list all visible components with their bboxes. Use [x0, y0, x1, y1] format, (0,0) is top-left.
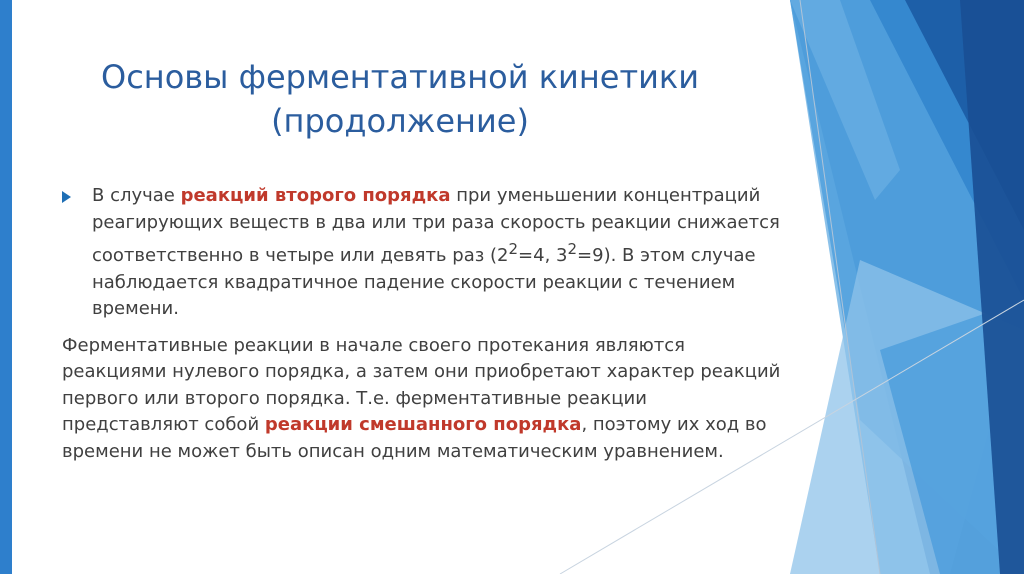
bullet-highlight: реакций второго порядка — [180, 185, 451, 206]
slide-title — [60, 55, 740, 143]
title-line-1: Основы ферментативной кинетики — [101, 58, 699, 96]
triangle-right-icon — [62, 191, 71, 203]
bullet-paragraph — [62, 183, 782, 323]
bullet-sup-1: 2 — [508, 240, 519, 258]
left-accent-strip — [0, 0, 12, 574]
slide-body — [62, 183, 782, 465]
bullet-text-a: В случае — [92, 185, 181, 206]
bullet-text-b: при уменьшении концентраций реагирующих веществ в два или три раза скорость реакции снижается соответственно в четыре или девять раз (2 — [92, 185, 780, 266]
bullet-text-c: =4, 3 — [518, 245, 568, 266]
paragraph-text-a: Ферментативные реакции в начале своего протекания являются реакциями нулевого порядка, а затем они приобретают характер реакций первого или второго порядка. Т.е. ферментативные реакции представляют собой — [62, 334, 781, 435]
bullet-text-d: =9). В этом случае наблюдается квадратичное падение скорости реакции с течением времени. — [92, 245, 756, 319]
title-line-2: (продолжение) — [271, 102, 529, 140]
paragraph-highlight: реакции смешанного порядка — [264, 414, 582, 435]
paragraph-text-b: , поэтому их ход во времени не может быть описан одним математическим уравнением. — [62, 414, 767, 462]
bullet-sup-2: 2 — [567, 240, 578, 258]
main-paragraph — [62, 333, 782, 466]
